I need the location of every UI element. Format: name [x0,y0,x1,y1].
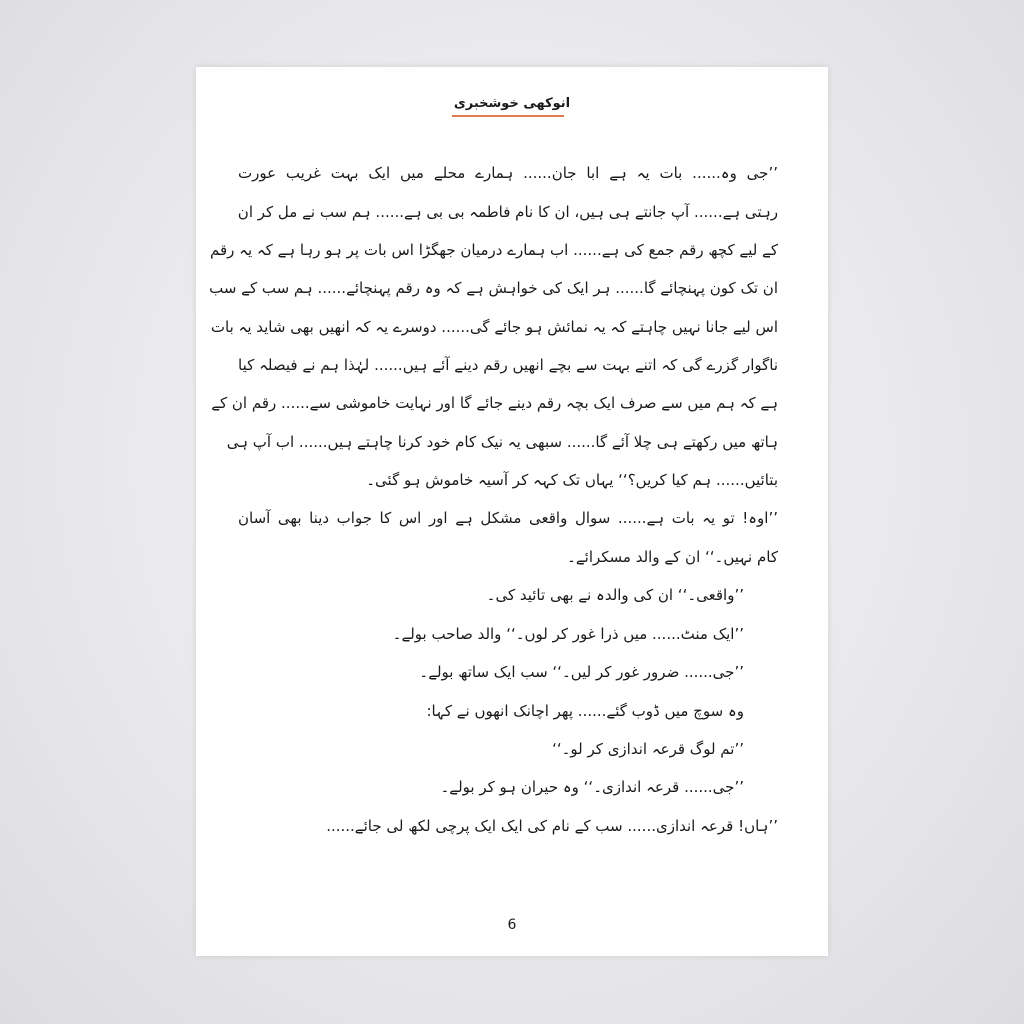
running-header-title: انوکھی خوشخبری [453,96,571,111]
text-line-9: بتائیں...... ہم کیا کریں؟‘‘ یہاں تک کہہ کر آسیہ خاموش ہو گئی۔ [366,471,778,489]
text-line-6: ناگوار گزرے گی کہ اتنے بہت سے بچے انھیں رقم دینے آئے ہیں...... لہٰذا ہم نے فیصلہ کیا [238,356,778,374]
dialogue-line-1: ’’واقعی۔‘‘ ان کی والدہ نے بھی تائید کی۔ [486,586,744,604]
dialogue-line-4: وہ سوچ میں ڈوب گئے...... پھر اچانک انھوں نے کہا: [426,702,744,720]
text-line-10: ’’اوہ! تو یہ بات ہے...... سوال واقعی مشکل ہے اور اس کا جواب دینا بھی آسان [238,509,778,527]
header-underline [452,115,564,117]
text-line-3: کے لیے کچھ رقم جمع کی ہے...... اب ہمارے درمیان جھگڑا اس بات پر ہو رہا ہے کہ یہ رقم [209,241,778,259]
dialogue-line-5: ’’تم لوگ قرعہ اندازی کر لو۔‘‘ [552,740,744,758]
page-number: 6 [507,917,517,933]
dialogue-line-2: ’’ایک منٹ...... میں ذرا غور کر لوں۔‘‘ والد صاحب بولے۔ [392,625,744,643]
book-page [196,67,828,956]
text-line-1: ’’جی وہ...... بات یہ ہے ابا جان...... ہمارے محلے میں ایک بہت غریب عورت [238,164,778,182]
dialogue-line-7: ’’ہاں! قرعہ اندازی...... سب کے نام کی ایک ایک پرچی لکھ لی جائے...... [326,817,778,835]
text-line-8: ہاتھ میں رکھتے ہی چلا آئے گا...... سبھی یہ نیک کام خود کرنا چاہتے ہیں...... اب آپ ہی [226,433,778,451]
dialogue-line-3: ’’جی...... ضرور غور کر لیں۔‘‘ سب ایک ساتھ بولے۔ [419,663,744,681]
text-line-2: رہتی ہے...... آپ جانتے ہی ہیں، ان کا نام فاطمہ بی بی ہے...... ہم سب نے مل کر ان [237,203,778,221]
text-line-5: اس لیے جانا نہیں چاہتے کہ یہ نمائش ہو جائے گی...... دوسرے یہ کہ انھیں بھی شاید یہ بات [210,318,778,336]
dialogue-line-6: ’’جی...... قرعہ اندازی۔‘‘ وہ حیران ہو کر بولے۔ [440,778,744,796]
text-line-7: ہے کہ ہم میں سے صرف ایک بچہ رقم دینے جائے گا اور نہایت خاموشی سے...... رقم ان کے [211,394,778,412]
text-line-11: کام نہیں۔‘‘ ان کے والد مسکرائے۔ [567,548,778,566]
text-line-4: ان تک کون پہنچائے گا...... ہر ایک کی خواہش ہے کہ وہ رقم پہنچائے...... ہم سب کے سب [209,279,778,297]
